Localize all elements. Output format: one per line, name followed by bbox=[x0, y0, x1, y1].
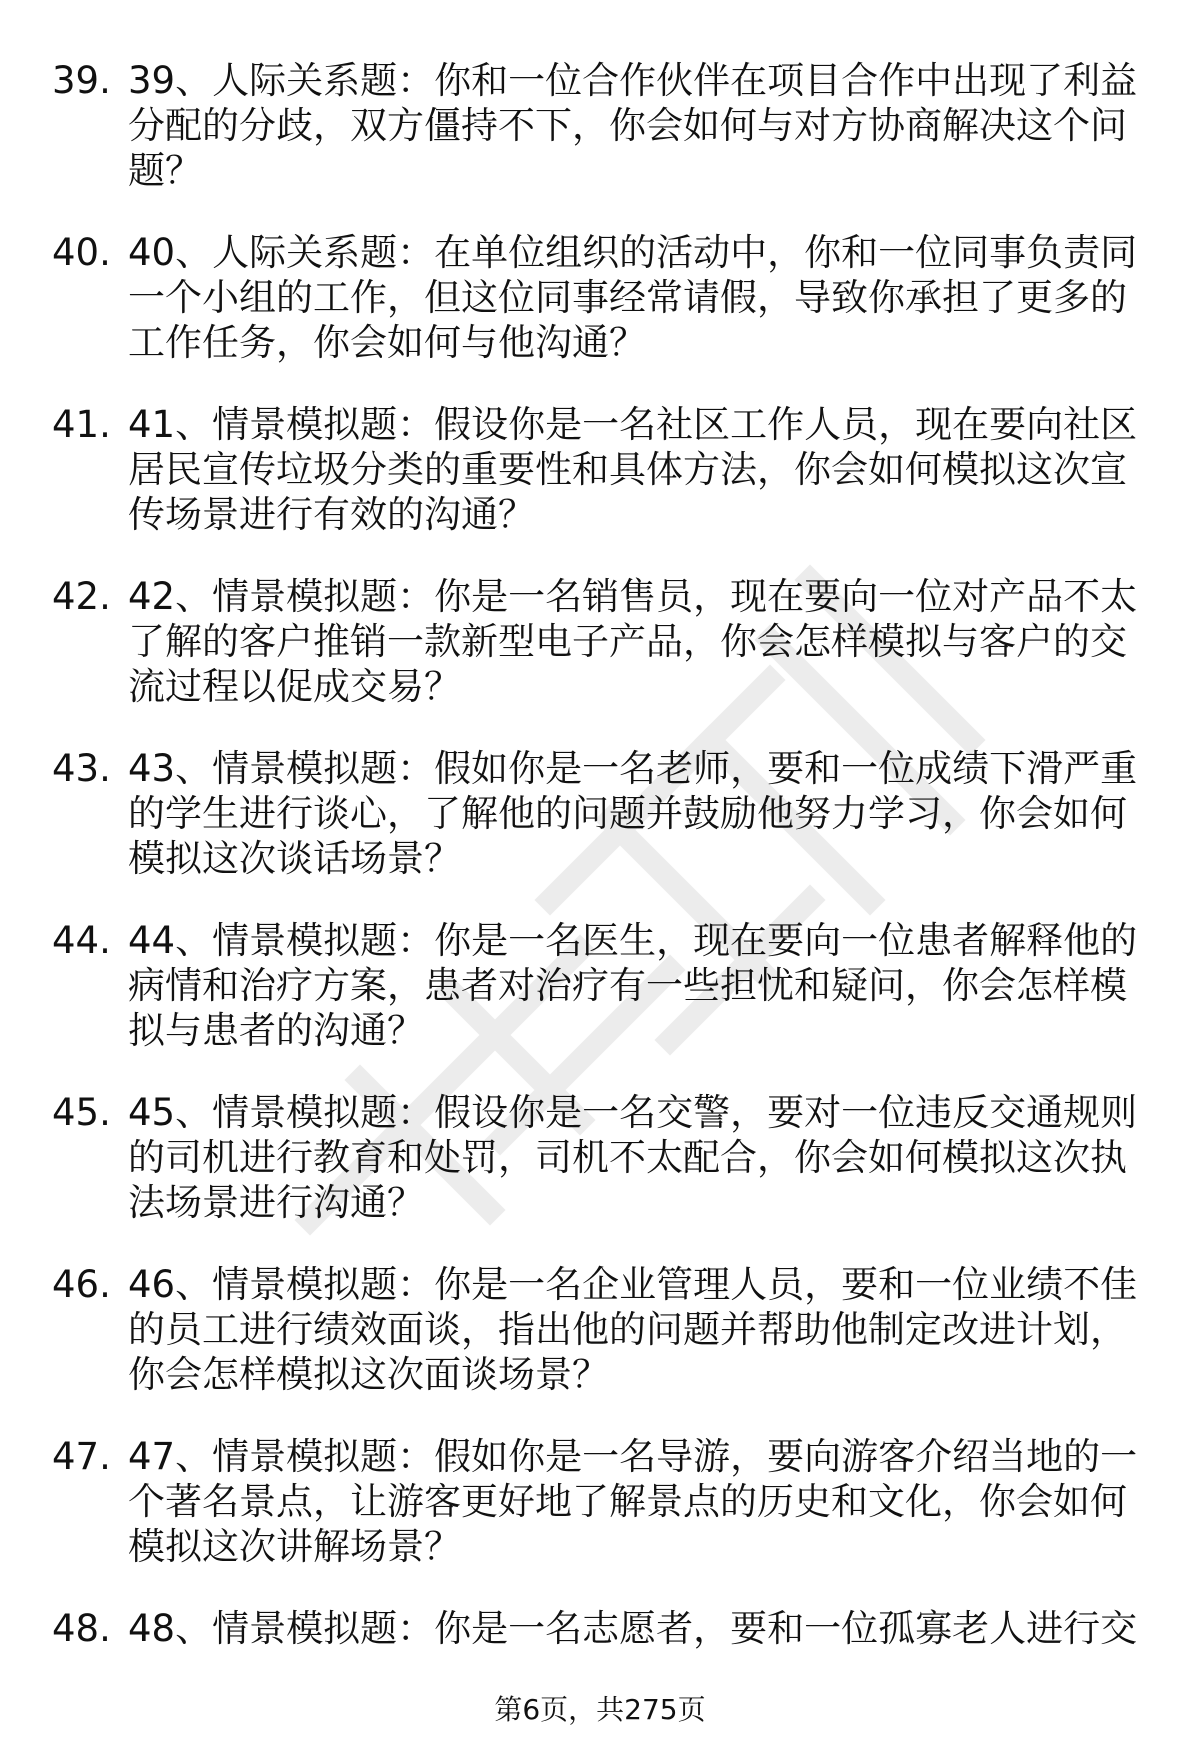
question-number: 44. bbox=[52, 919, 111, 962]
question-text: 43、情景模拟题：假如你是一名老师，要和一位成绩下滑严重的学生进行谈心，了解他的问题并鼓励他努力学习，你会如何模拟这次谈话场景？ bbox=[128, 747, 1138, 880]
question-number: 43. bbox=[52, 747, 111, 790]
question-number: 46. bbox=[52, 1263, 111, 1306]
question-number: 41. bbox=[52, 403, 111, 446]
question-number: 40. bbox=[52, 231, 111, 274]
question-text: 39、人际关系题：你和一位合作伙伴在项目合作中出现了利益分配的分歧，双方僵持不下，你会如何与对方协商解决这个问题？ bbox=[128, 59, 1138, 192]
question-list bbox=[52, 58, 1152, 1688]
question-text: 40、人际关系题：在单位组织的活动中，你和一位同事负责同一个小组的工作，但这位同事经常请假，导致你承担了更多的工作任务，你会如何与他沟通？ bbox=[128, 231, 1138, 364]
question-number: 48. bbox=[52, 1607, 111, 1650]
question-item bbox=[52, 574, 1152, 709]
question-item bbox=[52, 58, 1152, 193]
question-number: 47. bbox=[52, 1435, 111, 1478]
question-text: 44、情景模拟题：你是一名医生，现在要向一位患者解释他的病情和治疗方案，患者对治疗有一些担忧和疑问，你会怎样模拟与患者的沟通？ bbox=[128, 919, 1138, 1052]
question-number: 42. bbox=[52, 575, 111, 618]
page-footer: 第6页，共275页 bbox=[494, 1693, 706, 1726]
question-item bbox=[52, 918, 1152, 1053]
question-text: 42、情景模拟题：你是一名销售员，现在要向一位对产品不太了解的客户推销一款新型电子产品，你会怎样模拟与客户的交流过程以促成交易？ bbox=[128, 575, 1138, 708]
question-item bbox=[52, 1434, 1152, 1569]
question-item bbox=[52, 1090, 1152, 1225]
question-item bbox=[52, 1262, 1152, 1397]
question-item bbox=[52, 230, 1152, 365]
question-text: 48、情景模拟题：你是一名志愿者，要和一位孤寡老人进行交 bbox=[128, 1607, 1138, 1650]
question-text: 41、情景模拟题：假设你是一名社区工作人员，现在要向社区居民宣传垃圾分类的重要性和具体方法，你会如何模拟这次宣传场景进行有效的沟通？ bbox=[128, 403, 1138, 536]
question-item bbox=[52, 1606, 1152, 1651]
question-text: 45、情景模拟题：假设你是一名交警，要对一位违反交通规则的司机进行教育和处罚，司机不太配合，你会如何模拟这次执法场景进行沟通？ bbox=[128, 1091, 1138, 1224]
question-text: 47、情景模拟题：假如你是一名导游，要向游客介绍当地的一个著名景点，让游客更好地了解景点的历史和文化，你会如何模拟这次讲解场景？ bbox=[128, 1435, 1138, 1568]
question-item bbox=[52, 746, 1152, 881]
question-number: 45. bbox=[52, 1091, 111, 1134]
question-number: 39. bbox=[52, 59, 111, 102]
question-text: 46、情景模拟题：你是一名企业管理人员，要和一位业绩不佳的员工进行绩效面谈，指出他的问题并帮助他制定改进计划，你会怎样模拟这次面谈场景？ bbox=[128, 1263, 1138, 1396]
question-item bbox=[52, 402, 1152, 537]
